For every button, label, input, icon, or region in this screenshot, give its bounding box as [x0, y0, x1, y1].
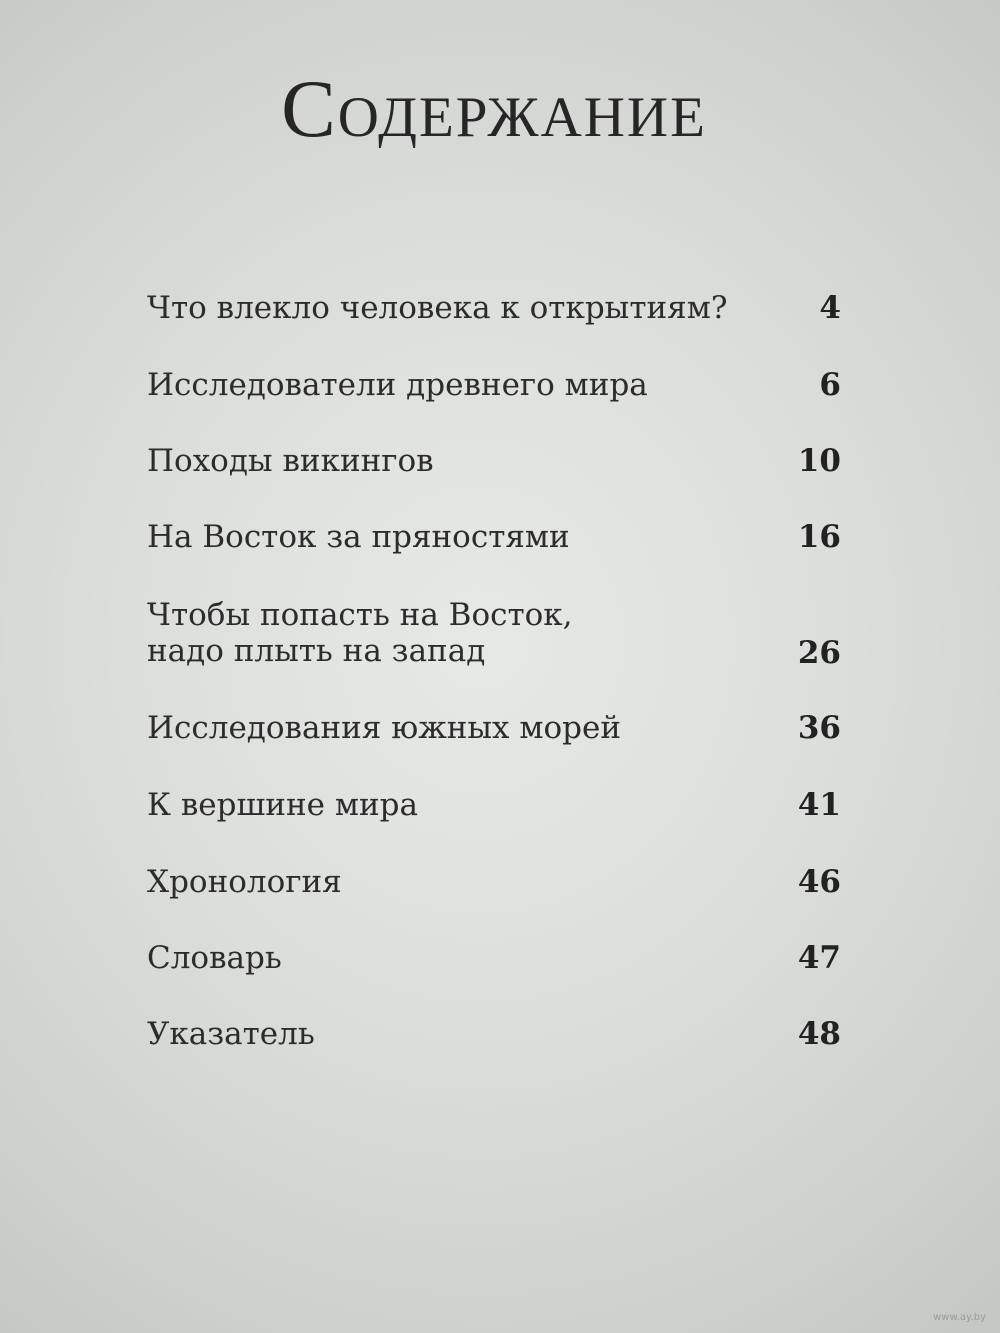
toc-entry-page: 46 [797, 864, 841, 900]
toc-entry-title: Указатель [147, 1016, 315, 1052]
toc-entry-title: Словарь [147, 940, 282, 976]
toc-entry-page: 47 [797, 940, 841, 976]
toc-entry-title: На Восток за пряностями [147, 519, 570, 555]
toc-entry-page: 10 [797, 443, 841, 479]
toc-entry-title: Исследования южных морей [147, 710, 622, 746]
toc-entry-title: Хронология [147, 864, 342, 900]
toc-entry-title: К вершине мира [147, 787, 418, 823]
toc-entry-title: Походы викингов [147, 443, 434, 479]
toc-entry-title: Что влекло человека к открытиям? [147, 290, 728, 326]
toc-entry-title: Чтобы попасть на Восток, надо плыть на запад [147, 597, 573, 669]
page-title: Содержание [281, 63, 707, 154]
toc-entry-title: Исследователи древнего мира [147, 367, 648, 403]
toc-entry-page: 4 [819, 290, 841, 326]
table-of-contents [147, 0, 847, 1333]
toc-entry-page: 26 [797, 635, 841, 671]
toc-entry-page: 48 [797, 1016, 841, 1052]
toc-entry-page: 36 [797, 710, 841, 746]
toc-entry-page: 6 [819, 367, 841, 403]
toc-entry-page: 41 [797, 787, 841, 823]
watermark: www.ay.by [933, 1312, 986, 1323]
toc-entry-page: 16 [797, 519, 841, 555]
